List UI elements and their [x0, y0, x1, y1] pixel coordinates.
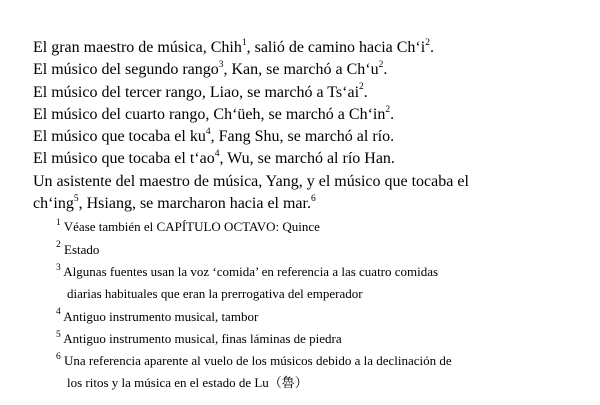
- footnote-mark: 2: [385, 104, 391, 115]
- verse-line: [33, 82, 593, 104]
- verse-line: [33, 37, 593, 59]
- verse-text: .: [363, 83, 368, 101]
- footnote-mark: 6: [310, 193, 316, 204]
- verse-text: , Hsiang, se marcharon hacia el mar.: [78, 195, 311, 213]
- document-page: [33, 37, 593, 395]
- verse-line: [33, 171, 593, 193]
- verse-text: , salió de camino hacia Ch‘i: [246, 39, 426, 56]
- verse-text: Un asistente del maestro de música, Yang, y el músico que tocaba el: [33, 172, 469, 190]
- footnote-mark: 2: [378, 59, 384, 70]
- verse-text: El músico que tocaba el t‘ao: [33, 150, 215, 168]
- footnote: [56, 239, 593, 261]
- verse-text: .: [383, 61, 388, 79]
- verse-block: [33, 37, 593, 215]
- footnote-text: Estado: [64, 241, 100, 257]
- footnote-mark: 5: [73, 193, 79, 204]
- verse-line: [33, 104, 593, 126]
- footnote: [56, 350, 593, 372]
- footnote-number: 1: [56, 218, 61, 229]
- footnote-continuation: [56, 372, 593, 394]
- footnote-text: Véase también el CAPÍTULO OCTAVO: Quince: [63, 219, 320, 235]
- footnote-text: diarias habituales que eran la prerrogativa del emperador: [67, 286, 363, 302]
- footnote-text: Una referencia aparente al vuelo de los músicos debido a la declinación de: [64, 353, 452, 369]
- footnote-number: 2: [56, 240, 61, 251]
- verse-text: El músico del segundo rango: [33, 61, 219, 79]
- verse-line: [33, 148, 593, 170]
- footnote-number: 6: [56, 351, 61, 362]
- verse-line: [33, 126, 593, 148]
- footnote: [56, 306, 593, 328]
- verse-text: ch‘ing: [33, 195, 74, 213]
- verse-text: .: [429, 39, 434, 56]
- footnote-mark: 2: [425, 37, 430, 48]
- footnote-mark: 2: [359, 82, 364, 93]
- footnote-text: Antiguo instrumento musical, finas láminas de piedra: [63, 330, 342, 346]
- footnote: [56, 216, 593, 238]
- footnote-continuation: [56, 283, 593, 305]
- verse-text: , Fang Shu, se marchó al río.: [210, 128, 395, 146]
- verse-text: El gran maestro de música, Chih: [33, 39, 242, 56]
- verse-text: El músico del cuarto rango, Ch‘üeh, se marchó a Ch‘in: [33, 105, 386, 123]
- footnote-mark: 4: [205, 126, 211, 137]
- verse-line: [33, 59, 593, 81]
- verse-text: , Wu, se marchó al río Han.: [219, 150, 395, 168]
- footnote-text: Algunas fuentes usan la voz ‘comida’ en referencia a las cuatro comidas: [63, 263, 439, 279]
- footnote: [56, 328, 593, 350]
- verse-text: , Kan, se marchó a Ch‘u: [223, 61, 379, 79]
- footnote-text: los ritos y la música en el estado de Lu（魯）: [67, 375, 308, 391]
- footnote-mark: 1: [241, 37, 247, 48]
- verse-text: El músico del tercer rango, Liao, se marchó a Ts‘ai: [33, 83, 360, 101]
- verse-text: .: [390, 105, 395, 123]
- footnotes: [56, 216, 593, 394]
- footnote-mark: 3: [218, 59, 224, 70]
- verse-line: [33, 193, 593, 215]
- footnote: [56, 261, 593, 283]
- footnote-mark: 4: [214, 149, 220, 160]
- verse-text: El músico que tocaba el ku: [33, 128, 206, 146]
- footnote-number: 3: [56, 262, 61, 273]
- footnote-number: 5: [56, 329, 61, 340]
- footnote-number: 4: [56, 307, 61, 318]
- footnote-text: Antiguo instrumento musical, tambor: [63, 308, 259, 324]
